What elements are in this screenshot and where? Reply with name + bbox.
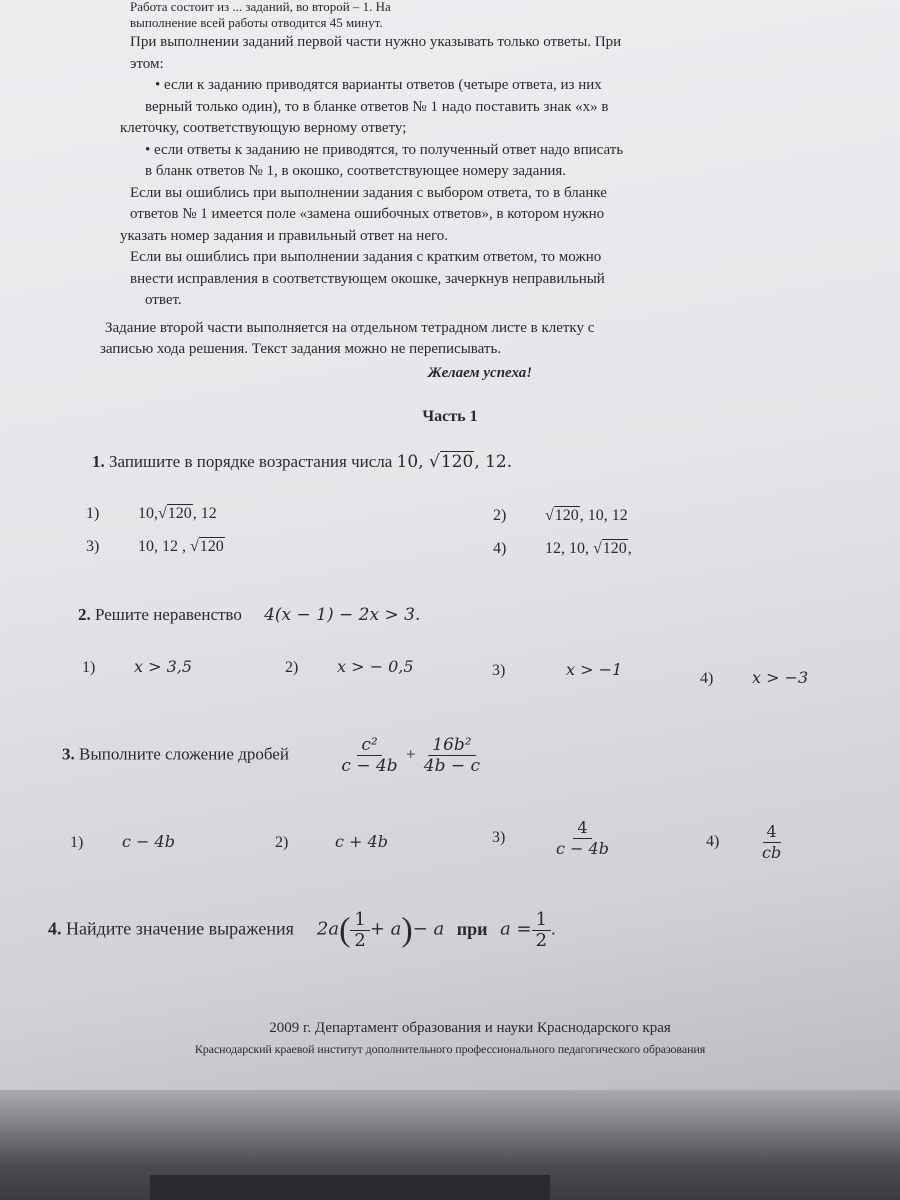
task-number: 2. [78, 605, 91, 624]
answer-option[interactable] [492, 660, 622, 680]
option-value: c − 4b [122, 832, 175, 851]
task-number: 3. [62, 744, 75, 764]
option-part: , [627, 540, 632, 557]
intro-line: При выполнении заданий первой части нужно указывать только ответы. При [130, 34, 622, 50]
option-value: x > −3 [752, 668, 809, 687]
fraction [350, 910, 369, 951]
sqrt-symbol: √120 [593, 540, 627, 557]
task-text: Запишите в порядке возрастания числа [109, 452, 393, 471]
expr-part: − a [412, 918, 445, 940]
option-part: , 12 [192, 505, 217, 522]
denominator: 2 [535, 930, 548, 951]
denominator: 4b − c [423, 756, 481, 776]
fraction [420, 735, 484, 776]
denominator: cb [762, 843, 782, 862]
expr-part: , 12. [474, 452, 513, 472]
bullet-line: • если к заданию приводятся варианты ответов (четыре ответа, из них [155, 77, 602, 93]
option-index: 2) [493, 507, 507, 524]
sqrt-symbol: √120 [429, 452, 474, 472]
intro-line: записью хода решения. Текст задания можно не переписывать. [100, 341, 502, 357]
intro-line: Работа состоит из ... заданий, во второй – 1. На [130, 0, 391, 14]
option-value: x > −1 [566, 660, 623, 679]
good-luck-text: Желаем успеха! [427, 364, 533, 381]
task-text: Решите неравенство [95, 605, 242, 624]
option-part: 10, [138, 505, 158, 522]
task-4 [48, 910, 556, 951]
option-part: 12, 10, [545, 540, 589, 557]
intro-line: выполнение всей работы отводится 45 минут. [130, 15, 383, 30]
radicand: 120 [554, 507, 579, 524]
answer-option[interactable] [70, 832, 175, 852]
option-index: 4) [706, 833, 720, 851]
bullet-line: в бланк ответов № 1, в окошко, соответствующее номеру задания. [145, 163, 567, 179]
answer-option[interactable] [706, 822, 785, 863]
answer-option[interactable] [285, 657, 414, 677]
radicand: 120 [602, 540, 627, 557]
fraction [532, 910, 551, 951]
option-value: x > − 0,5 [337, 657, 414, 676]
denominator: c − 4b [341, 756, 398, 776]
task-2 [78, 605, 420, 625]
radicand: 120 [199, 538, 224, 555]
option-index: 1) [86, 505, 100, 522]
option-index: 3) [492, 829, 506, 847]
left-paren: ( [339, 911, 351, 949]
task-1 [92, 452, 512, 472]
plus-sign: + [405, 744, 416, 764]
bullet-line: верный только один), то в бланке ответов № 1 надо поставить знак «х» в [145, 98, 609, 115]
expr-part: a = [500, 918, 532, 940]
option-index: 4) [493, 540, 507, 557]
part-title: Часть 1 [422, 408, 478, 425]
answer-option[interactable] [275, 832, 388, 852]
intro-line: Если вы ошиблись при выполнении задания с выбором ответа, то в бланке [130, 184, 607, 201]
numerator: 16b² [428, 735, 475, 756]
answer-option[interactable] [82, 657, 192, 677]
sqrt-symbol: √120 [545, 507, 579, 524]
numerator: 4 [763, 822, 781, 843]
answer-option[interactable] [492, 818, 613, 859]
denominator: c − 4b [556, 839, 609, 858]
right-paren: ) [401, 911, 413, 949]
at-word: при [456, 918, 488, 939]
expr-part: + a [369, 918, 402, 940]
option-value: x > 3,5 [134, 657, 193, 676]
option-index: 3) [86, 538, 100, 555]
answer-option[interactable] [493, 540, 632, 558]
option-part: , 10, 12 [579, 507, 628, 524]
intro-line: ответ. [145, 292, 182, 308]
intro-line: внести исправления в соответствующем окошке, зачеркнув неправильный [130, 270, 605, 287]
answer-option[interactable] [493, 507, 628, 525]
answer-option[interactable] [700, 668, 808, 688]
option-index: 1) [70, 834, 84, 851]
option-part: 10, 12 , [138, 538, 186, 555]
radicand: 120 [167, 505, 192, 522]
task-number: 4. [48, 918, 62, 939]
task-expression [397, 451, 513, 472]
sqrt-symbol: √120 [158, 505, 192, 522]
footer-line: Краснодарский краевой институт дополнительного профессионального педагогического образования [194, 1042, 706, 1056]
intro-line: указать номер задания и правильный ответ на него. [120, 227, 449, 244]
numerator: 1 [350, 910, 369, 931]
answer-option[interactable] [86, 505, 217, 523]
bullet-line: клеточку, соответствующую верному ответу; [120, 120, 407, 136]
intro-line: этом: [130, 55, 164, 72]
intro-line: ответов № 1 имеется поле «замена ошибочных ответов», в котором нужно [130, 206, 605, 222]
footer-line: 2009 г. Департамент образования и науки Краснодарского края [269, 1020, 671, 1036]
task-number: 1. [92, 452, 105, 471]
task-3 [62, 735, 484, 776]
fraction [337, 735, 401, 776]
numerator: 1 [532, 910, 551, 931]
task-expression: 4(x − 1) − 2x > 3. [264, 605, 421, 625]
instructions-block [100, 0, 860, 384]
expr-part: 10, [396, 452, 424, 472]
denominator: 2 [354, 930, 366, 951]
numerator: c² [357, 735, 381, 756]
answer-option[interactable] [86, 538, 225, 556]
intro-line: Если вы ошиблись при выполнении задания с кратким ответом, то можно [130, 249, 602, 265]
numerator: 4 [573, 818, 591, 839]
option-index: 2) [285, 659, 299, 676]
task-text: Выполните сложение дробей [79, 744, 289, 764]
intro-line: Задание второй части выполняется на отдельном тетрадном листе в клетку с [105, 319, 595, 336]
bullet-line: • если ответы к заданию не приводятся, то полученный ответ надо вписать [145, 141, 624, 158]
option-index: 2) [275, 834, 289, 851]
option-index: 1) [82, 659, 96, 676]
task-text: Найдите значение выражения [66, 918, 294, 939]
background-gap [150, 1175, 550, 1200]
radicand: 120 [440, 452, 474, 472]
option-index: 3) [492, 662, 506, 679]
fraction [552, 818, 613, 859]
sqrt-symbol: √120 [190, 538, 224, 555]
option-value: c + 4b [335, 832, 388, 851]
option-index: 4) [700, 670, 714, 687]
expr-part: 2a [316, 918, 340, 940]
fraction [758, 822, 785, 863]
expr-part: . [551, 918, 556, 939]
